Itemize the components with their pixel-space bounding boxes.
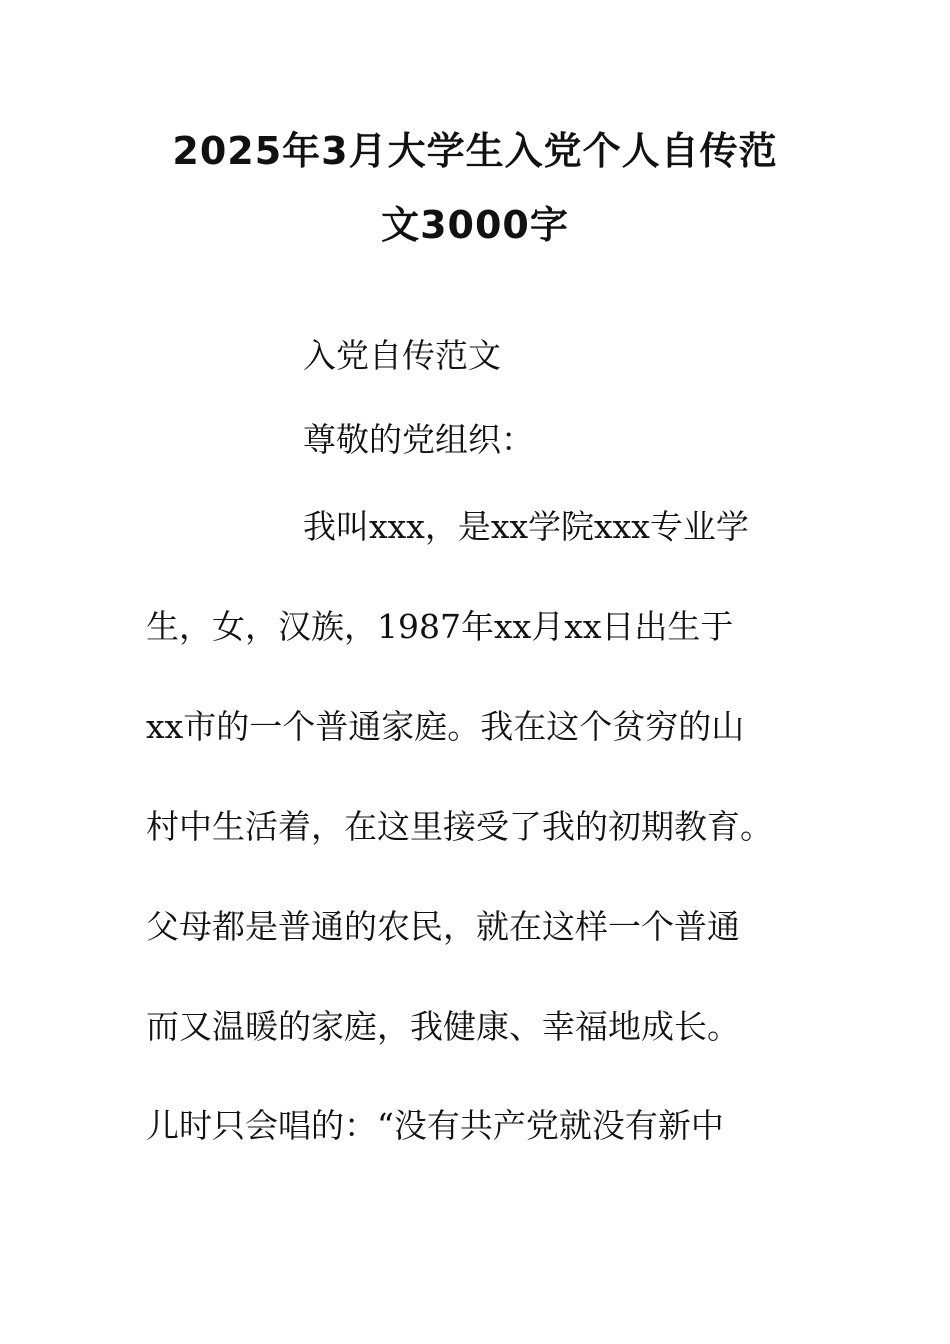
- document-title-line-2: 文3000字: [381, 203, 569, 247]
- section-heading: 入党自传范文: [303, 336, 501, 375]
- paragraph-line: xx市的一个普通家庭。我在这个贫穷的山: [146, 707, 745, 746]
- document-title-line-1: 2025年3月大学生入党个人自传范: [172, 129, 778, 173]
- paragraph-line: 村中生活着，在这里接受了我的初期教育。: [146, 807, 773, 846]
- paragraph-line: 而又温暖的家庭，我健康、幸福地成长。: [146, 1007, 740, 1046]
- paragraph-line: 儿时只会唱的：“没有共产党就没有新中: [146, 1106, 724, 1145]
- paragraph-line: 父母都是普通的农民，就在这样一个普通: [146, 907, 740, 946]
- paragraph-line: 生，女，汉族，1987年xx月xx日出生于: [146, 607, 734, 646]
- salutation: 尊敬的党组织：: [303, 420, 534, 459]
- paragraph-line: 我叫xxx，是xx学院xxx专业学: [303, 507, 749, 546]
